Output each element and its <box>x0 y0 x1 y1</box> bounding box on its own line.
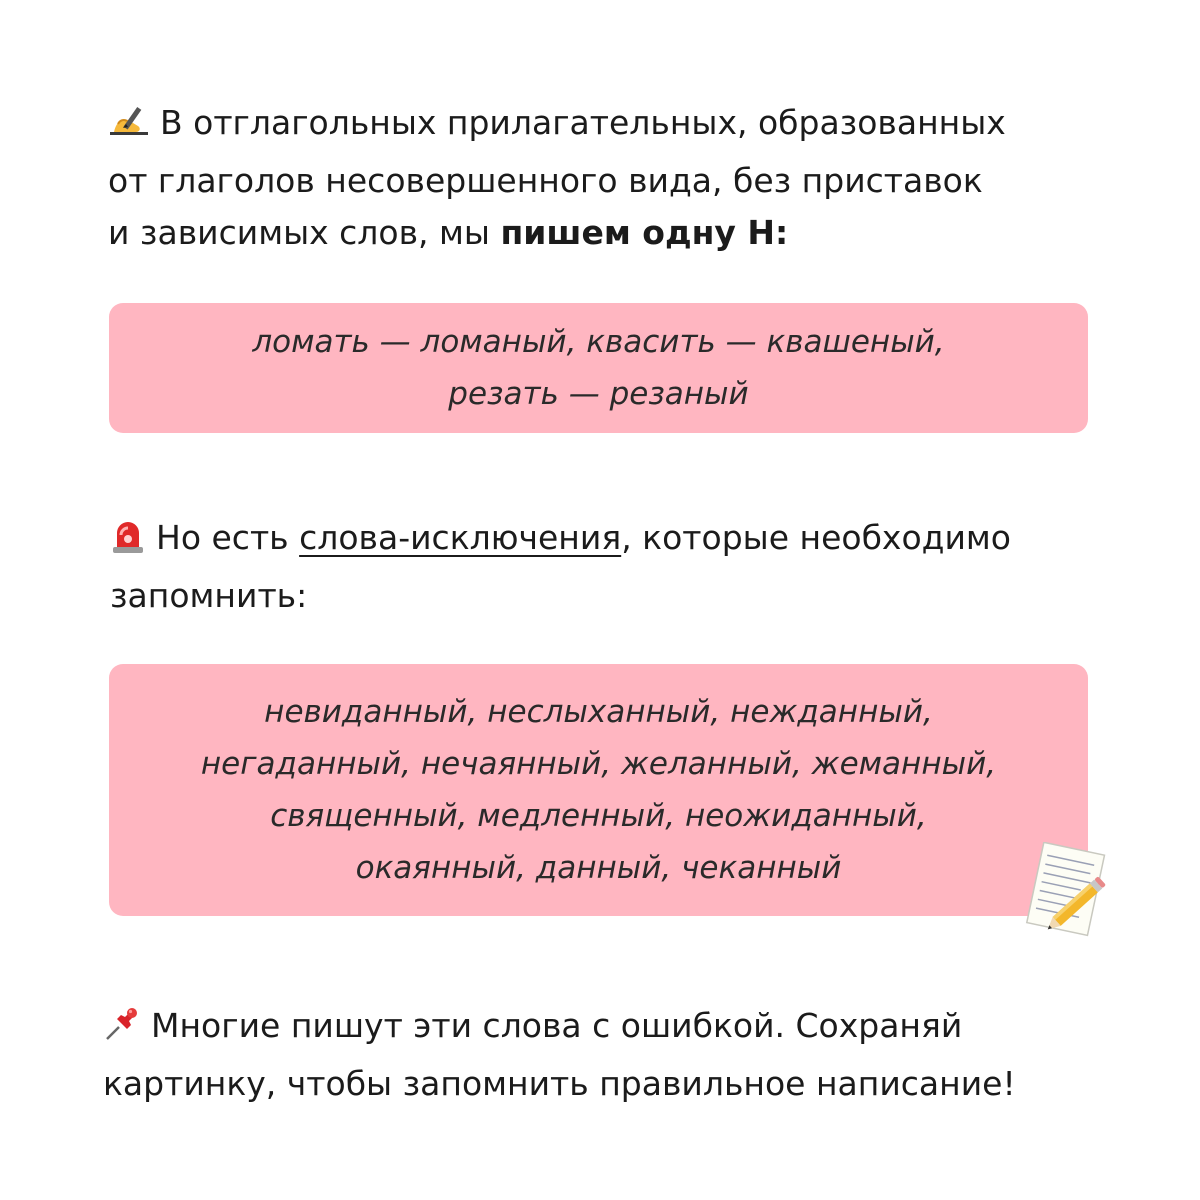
exceptions-intro-paragraph <box>110 512 1011 622</box>
intro-line-3 <box>108 207 1006 259</box>
writing-hand-icon <box>108 102 150 155</box>
footer-paragraph <box>103 1000 1016 1110</box>
examples-line-2: резать — резаный <box>448 376 749 412</box>
exceptions-link[interactable]: слова-исключения <box>299 518 622 557</box>
intro-line-1 <box>108 97 1006 155</box>
intro-line-3-text: и зависимых слов, мы <box>108 213 501 252</box>
exceptions-intro-line-2: запомнить: <box>110 576 308 615</box>
intro-line-2: от глаголов несовершенного вида, без приставок <box>108 161 983 200</box>
footer-line-1 <box>103 1000 1016 1058</box>
exceptions-intro-text-after: , которые необходимо <box>621 518 1011 557</box>
memo-pencil-icon <box>1020 842 1112 946</box>
intro-line-1-text: В отглагольных прилагательных, образованных <box>160 103 1006 142</box>
intro-emphasis: пишем одну Н: <box>500 213 789 252</box>
exceptions-box <box>109 664 1088 916</box>
exceptions-line-3: священный, медленный, неожиданный, <box>270 798 927 834</box>
pushpin-icon <box>103 1005 141 1058</box>
exceptions-intro-text-before: Но есть <box>156 518 300 557</box>
examples-box <box>109 303 1088 433</box>
examples-line-1: ломать — ломаный, квасить — квашеный, <box>252 324 945 360</box>
exceptions-intro-line-1 <box>110 512 1011 570</box>
exceptions-line-1: невиданный, неслыханный, нежданный, <box>264 694 933 730</box>
exceptions-line-2: негаданный, нечаянный, желанный, жеманный, <box>200 746 997 782</box>
footer-line-2: картинку, чтобы запомнить правильное написание! <box>103 1064 1016 1103</box>
footer-line-1-text: Многие пишут эти слова с ошибкой. Сохраняй <box>151 1006 963 1045</box>
siren-icon <box>110 518 146 570</box>
exceptions-line-4: окаянный, данный, чеканный <box>355 850 842 886</box>
intro-paragraph <box>108 97 1006 259</box>
